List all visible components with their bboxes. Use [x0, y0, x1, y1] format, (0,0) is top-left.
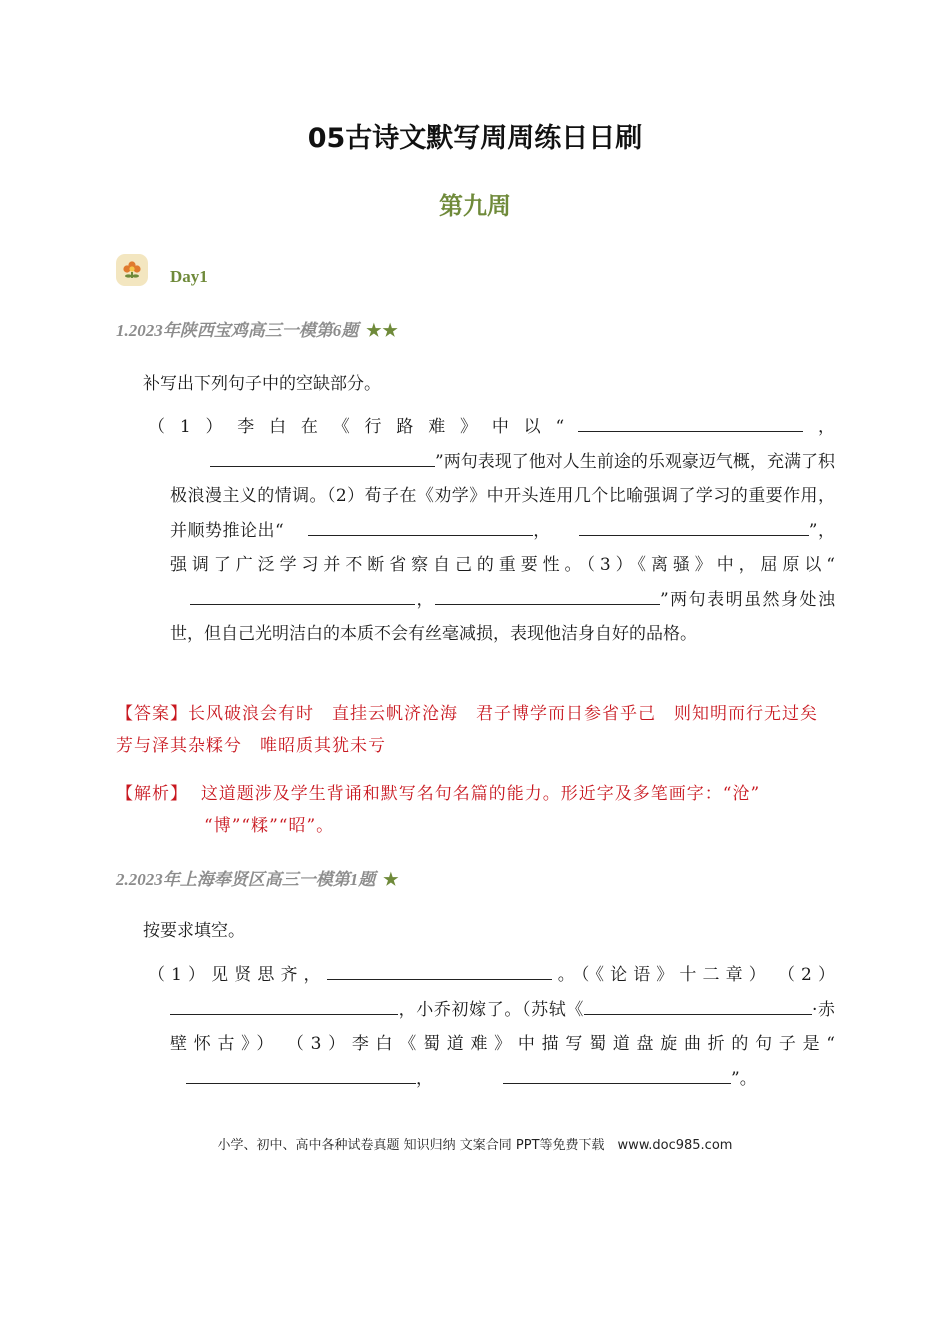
question-2-header — [116, 865, 400, 890]
q2-text-3: ，小乔初嫁了。（苏轼《 — [398, 999, 584, 1020]
answer-blank[interactable] — [327, 963, 552, 980]
analysis-block — [116, 778, 836, 842]
question-2-body — [148, 958, 836, 1096]
question-1-body — [148, 410, 835, 652]
question-2-source: 2.2023年上海奉贤区高三一模第1题 — [116, 870, 376, 889]
q1-text-7: ”两句表明虽然身处浊世，但自己光明洁白的本质不会有丝毫减损，表现他洁身自好的品格。 — [170, 589, 835, 644]
q1-text-2: ， — [803, 417, 835, 437]
question-1-header — [116, 316, 399, 341]
answer-blank[interactable] — [186, 1067, 416, 1084]
answer-blank[interactable] — [210, 450, 435, 467]
question-1-source: 1.2023年陕西宝鸡高三一模第6题 — [116, 321, 359, 340]
q1-text-3: ”两句表现了他对人生前途的乐观豪迈气概，充满了积极浪漫主义的情调。（2）荀子在《劝学》中开头连用几个比喻强调了学习的重要作用，并顺势推论出“ — [170, 451, 835, 541]
q2-text-5: ， — [416, 1068, 433, 1089]
answer-tag: 【答案】 — [116, 704, 188, 724]
analysis-text-2: “博”“糅”“昭”。 — [204, 816, 335, 836]
answer-blank[interactable] — [578, 415, 803, 432]
week-subtitle: 第九周 — [439, 192, 511, 220]
answer-blank[interactable] — [503, 1067, 731, 1084]
q1-text-4: ， — [532, 520, 551, 541]
answer-blank[interactable] — [308, 519, 533, 536]
question-1-instruction: 补写出下列句子中的空缺部分。 — [143, 374, 381, 394]
q1-text-5: ”，强调了广泛学习并不断省察自己的重要性。（3）《离骚》中，屈原以“ — [170, 520, 835, 575]
answer-blank[interactable] — [170, 998, 398, 1015]
question-1-stars: ★★ — [366, 321, 399, 340]
analysis-text-1: 这道题涉及学生背诵和默写名句名篇的能力。形近字及多笔画字：“沧” — [200, 784, 761, 804]
answer-blank[interactable] — [579, 519, 714, 536]
answer-blank[interactable] — [584, 998, 812, 1015]
page-title: 05古诗文默写周周练日日刷 — [307, 123, 643, 154]
analysis-tag: 【解析】 — [116, 784, 188, 804]
question-2-instruction: 按要求填空。 — [143, 921, 245, 941]
q2-text-1: （1）见贤思齐， — [148, 965, 327, 985]
q2-text-4: ·赤壁怀古》） （3）李白《蜀道难》中描写蜀道盘旋曲折的句子是“ — [170, 999, 836, 1054]
day-label: Day1 — [170, 267, 208, 286]
day-heading — [116, 252, 208, 288]
q1-text-1: （1）李白在《行路难》中以“ — [148, 417, 565, 437]
answer-blank[interactable] — [435, 588, 660, 605]
answer-text: 长风破浪会有时 直挂云帆济沧海 君子博学而日参省乎己 则知明而行无过矣 芳与泽其杂糅兮 唯昭质其犹未亏 — [116, 704, 836, 756]
page-footer: 小学、初中、高中各种试卷真题 知识归纳 文案合同 PPT等免费下载 www.doc985.com — [217, 1138, 733, 1153]
flower-icon — [116, 254, 148, 286]
answer-block — [116, 698, 836, 762]
q2-text-2: 。（《论语》十二章） （2） — [551, 965, 835, 985]
q2-text-6: ”。 — [731, 1068, 757, 1089]
answer-blank[interactable] — [190, 588, 415, 605]
answer-blank[interactable] — [714, 519, 809, 536]
q1-text-6: ， — [415, 589, 435, 610]
question-2-stars: ★ — [383, 870, 400, 889]
